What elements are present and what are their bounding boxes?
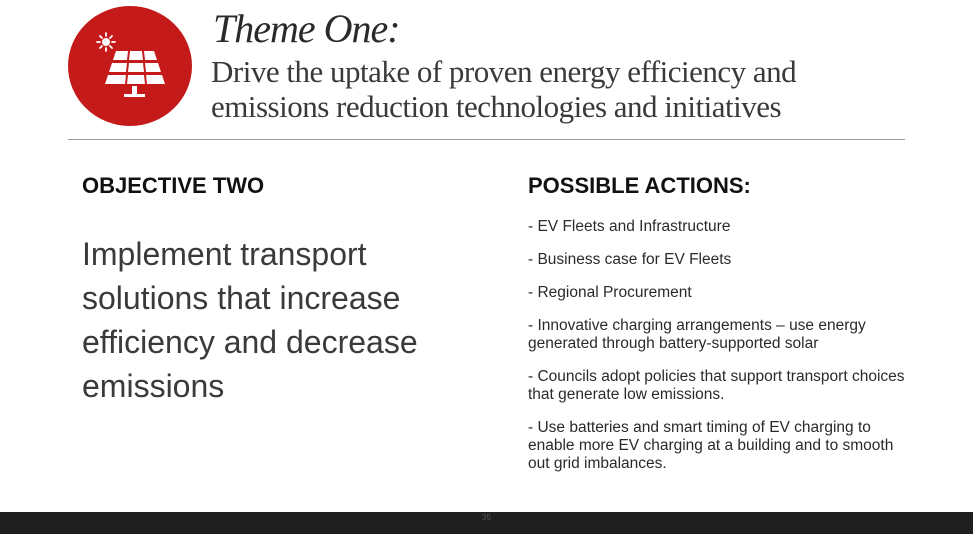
header-divider: [68, 139, 905, 140]
action-item: - Councils adopt policies that support transport choices that generate low emissions.: [528, 368, 905, 403]
action-item: - EV Fleets and Infrastructure: [528, 218, 731, 235]
action-item: - Regional Procurement: [528, 284, 692, 301]
theme-logo: [68, 6, 192, 126]
objective-heading: OBJECTIVE TWO: [82, 173, 265, 198]
objective-body: Implement transport solutions that increase efficiency and decrease emissions: [82, 236, 418, 404]
solar-panel-icon: [68, 6, 192, 126]
page-number: 35: [482, 513, 491, 522]
theme-subtitle: Drive the uptake of proven energy efficiency and emissions reduction technologies and initiatives: [211, 54, 797, 124]
action-item: - Innovative charging arrangements – use energy generated through battery-supported solar: [528, 317, 866, 352]
action-item: - Use batteries and smart timing of EV charging to enable more EV charging at a building and to smooth out grid imbalances.: [528, 419, 894, 472]
action-item: - Business case for EV Fleets: [528, 251, 732, 268]
footer-bar: [0, 512, 973, 534]
actions-list: [528, 218, 918, 488]
theme-title: Theme One:: [213, 6, 400, 51]
actions-heading: POSSIBLE ACTIONS:: [528, 173, 751, 198]
